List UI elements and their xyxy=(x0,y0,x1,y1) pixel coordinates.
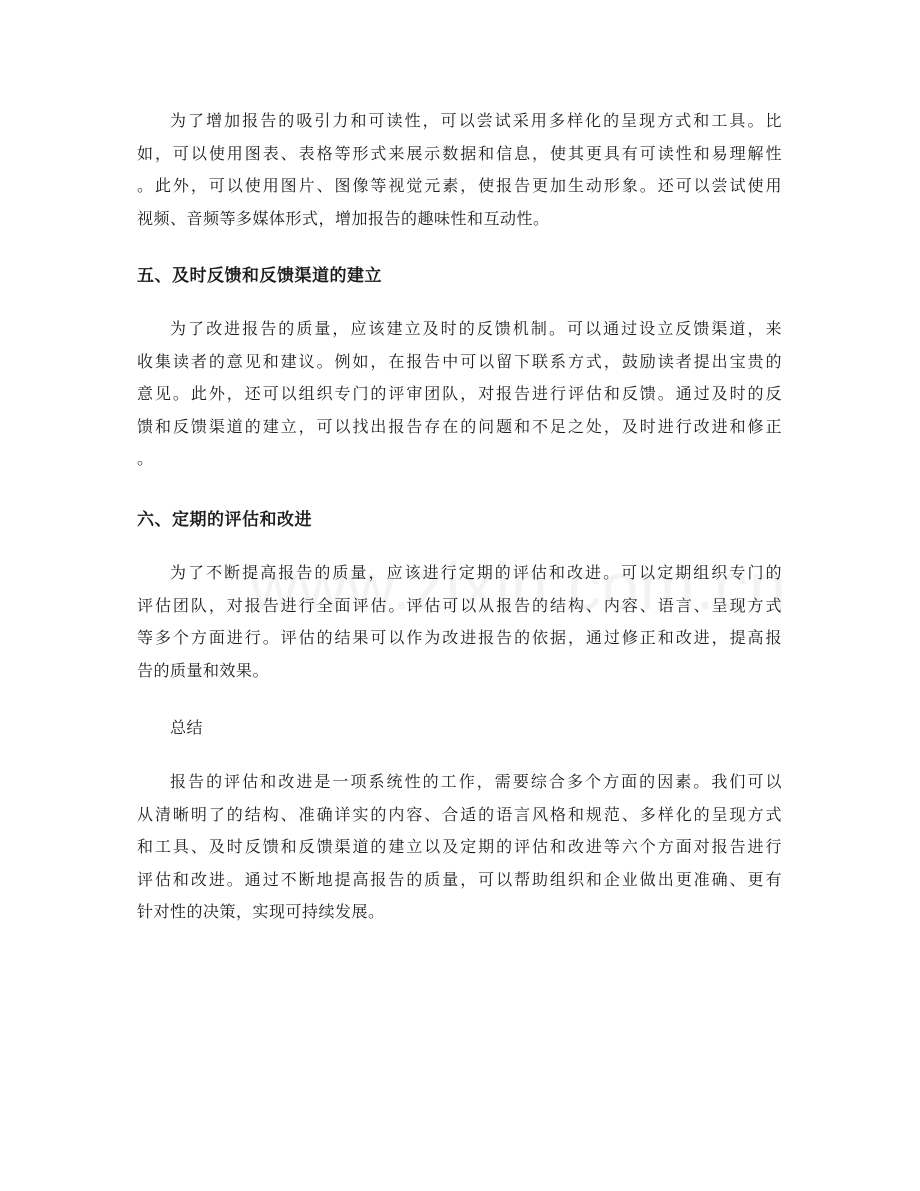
paragraph-line: 为了改进报告的质量，应该建立及时的反馈机制。可以通过设立反馈渠道，来 xyxy=(170,319,782,338)
paragraph-line: 告的质量和效果。 xyxy=(137,660,270,680)
paragraph-feedback xyxy=(137,313,782,476)
paragraph-line: 为了不断提高报告的质量，应该进行定期的评估和改进。可以定期组织专门的 xyxy=(170,563,782,582)
paragraph-summary xyxy=(137,766,782,929)
summary-label: 总结 xyxy=(170,718,204,737)
section-heading-periodic-review: 六、定期的评估和改进 xyxy=(137,510,312,530)
paragraph-line: 为了增加报告的吸引力和可读性，可以尝试采用多样化的呈现方式和工具。比 xyxy=(170,111,782,130)
paragraph-line: 收集读者的意见和建议。例如，在报告中可以留下联系方式，鼓励读者提出宝贵的 xyxy=(137,351,782,371)
paragraph-line: 评估和改进。通过不断地提高报告的质量，可以帮助组织和企业做出更准确、更有 xyxy=(137,869,782,889)
paragraph-line: 意见。此外，还可以组织专门的评审团队，对报告进行评估和反馈。通过及时的反 xyxy=(137,384,782,403)
paragraph-line: 等多个方面进行。评估的结果可以作为改进报告的依据，通过修正和改进，提高报 xyxy=(137,628,782,647)
paragraph-periodic-review xyxy=(137,557,782,687)
paragraph-line: 针对性的决策，实现可持续发展。 xyxy=(137,902,385,921)
paragraph-line: 和工具、及时反馈和反馈渠道的建立以及定期的评估和改进等六个方面对报告进行 xyxy=(137,837,782,856)
paragraph-line: 评估团队，对报告进行全面评估。评估可以从报告的结构、内容、语言、呈现方式 xyxy=(137,595,782,615)
paragraph-presentation-tools xyxy=(137,105,782,235)
paragraph-line: 报告的评估和改进是一项系统性的工作，需要综合多个方面的因素。我们可以 xyxy=(170,772,782,791)
paragraph-line: 馈和反馈渠道的建立，可以找出报告存在的问题和不足之处，及时进行改进和修正 xyxy=(137,416,782,436)
paragraph-line: 视频、音频等多媒体形式，增加报告的趣味性和互动性。 xyxy=(137,208,550,228)
paragraph-line: 从清晰明了的结构、准确详实的内容、合适的语言风格和规范、多样化的呈现方式 xyxy=(137,804,782,824)
paragraph-line: 。 xyxy=(137,449,154,468)
paragraph-line: 。此外，可以使用图片、图像等视觉元素，使报告更加生动形象。还可以尝试使用 xyxy=(137,176,782,195)
paragraph-line: 如，可以使用图表、表格等形式来展示数据和信息，使其更具有可读性和易理解性 xyxy=(137,143,782,163)
section-heading-feedback: 五、及时反馈和反馈渠道的建立 xyxy=(137,266,382,286)
